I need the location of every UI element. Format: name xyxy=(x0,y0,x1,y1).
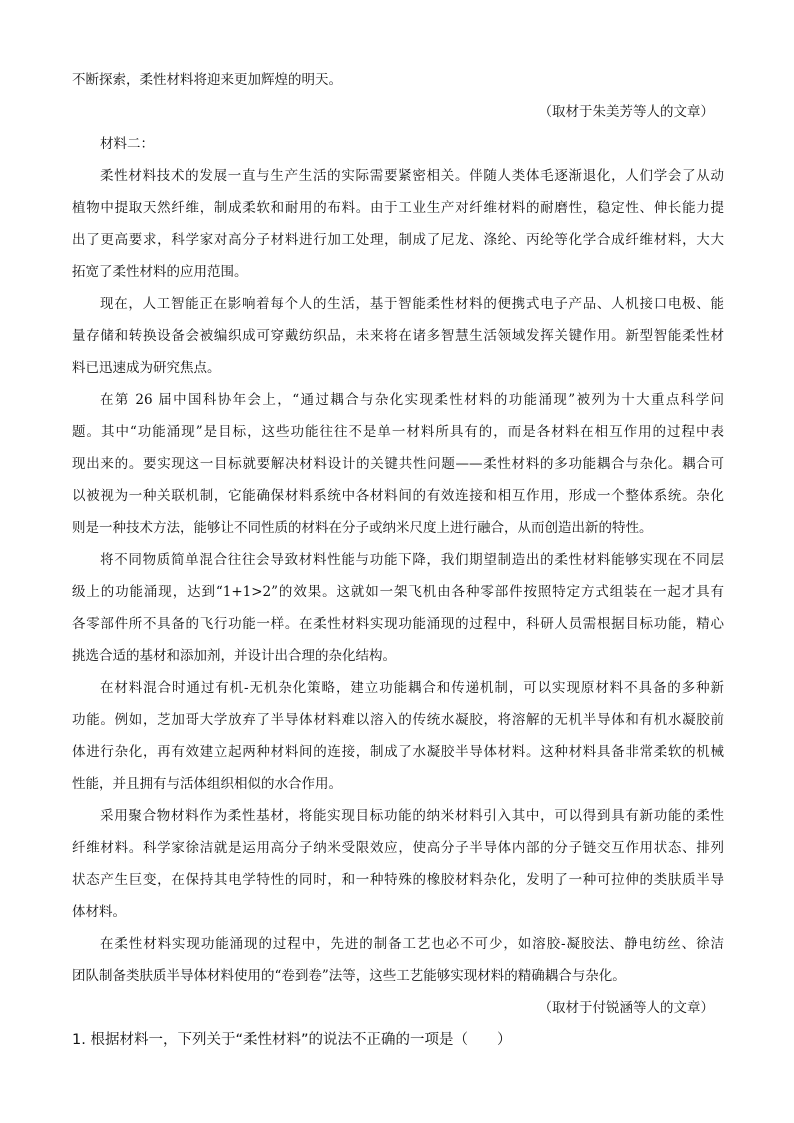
source-citation: （取材于付锐涵等人的文章） xyxy=(538,1000,714,1016)
paragraph-line: 在柔性材料实现功能涌现的过程中，先进的制备工艺也必不可少，如溶胶-凝胶法、静电纺丝、徐洁 xyxy=(100,936,724,952)
paragraph-line: 拓宽了柔性材料的应用范围。 xyxy=(72,264,248,280)
paragraph-line: 则是一种技术方法，能够让不同性质的材料在分子或纳米尺度上进行融合，从而创造出新的特性。 xyxy=(72,520,653,536)
paragraph-line: 以被视为一种关联机制，它能确保材料系统中各材料间的有效连接和相互作用，形成一个整体系统。杂化 xyxy=(72,488,724,504)
paragraph-line: 体进行杂化，再有效建立起两种材料间的连接，制成了水凝胶半导体材料。这种材料具备非常柔软的机械 xyxy=(72,744,724,760)
paragraph-line: 将不同物质简单混合往往会导致材料性能与功能下降，我们期望制造出的柔性材料能够实现在不同层 xyxy=(100,552,724,568)
paragraph-line: 在第 26 届中国科协年会上，“通过耦合与杂化实现柔性材料的功能涌现”被列为十大重点科学问 xyxy=(100,392,724,408)
paragraph-line: 题。其中“功能涌现”是目标，这些功能往往不是单一材料所具有的，而是各材料在相互作用的过程中表 xyxy=(72,424,724,440)
paragraph-line: 功能。例如，芝加哥大学放弃了半导体材料难以溶入的传统水凝胶，将溶解的无机半导体和有机水凝胶前 xyxy=(72,712,724,728)
section-heading: 材料二： xyxy=(100,136,154,152)
paragraph-line: 级上的功能涌现，达到“1+1>2”的效果。这就如一架飞机由各种零部件按照特定方式组装在一起才具有 xyxy=(72,584,724,600)
paragraph-line: 性能，并且拥有与活体组织相似的水合作用。 xyxy=(72,776,342,792)
paragraph-line: 状态产生巨变，在保持其电学特性的同时，和一种特殊的橡胶材料杂化，发明了一种可拉伸的类肤质半导 xyxy=(72,872,724,888)
paragraph-line: 团队制备类肤质半导体材料使用的“卷到卷”法等，这些工艺能够实现材料的精确耦合与杂化。 xyxy=(72,968,626,984)
paragraph-line: 量存储和转换设备会被编织成可穿戴纺织品，未来将在诸多智慧生活领域发挥关键作用。新型智能柔性材 xyxy=(72,328,724,344)
paragraph-line: 纤维材料。科学家徐洁就是运用高分子纳米受限效应，使高分子半导体内部的分子链交互作用状态、排列 xyxy=(72,840,724,856)
paragraph-line: 挑选合适的基材和添加剂，并设计出合理的杂化结构。 xyxy=(72,648,396,664)
paragraph-line: 植物中提取天然纤维，制成柔软和耐用的布料。由于工业生产对纤维材料的耐磨性，稳定性、伸长能力提 xyxy=(72,200,724,216)
paragraph-line: 各零部件所不具备的飞行功能一样。在柔性材料实现功能涌现的过程中，科研人员需根据目标功能，精心 xyxy=(72,616,724,632)
paragraph-line: 现在，人工智能正在影响着每个人的生活，基于智能柔性材料的便携式电子产品、人机接口电极、能 xyxy=(100,296,724,312)
paragraph-line: 料已迅速成为研究焦点。 xyxy=(72,360,221,376)
paragraph-line: 采用聚合物材料作为柔性基材，将能实现目标功能的纳米材料引入其中，可以得到具有新功能的柔性 xyxy=(100,808,724,824)
source-citation: （取材于朱美芳等人的文章） xyxy=(538,104,714,120)
paragraph-line: 在材料混合时通过有机-无机杂化策略，建立功能耦合和传递机制，可以实现原材料不具备的多种新 xyxy=(100,680,724,696)
paragraph-line: 现出来的。要实现这一目标就要解决材料设计的关键共性问题——柔性材料的多功能耦合与杂化。耦合可 xyxy=(72,456,724,472)
question-text: 1. 根据材料一，下列关于“柔性材料”的说法不正确的一项是（ ） xyxy=(72,1032,512,1048)
paragraph-line: 不断探索，柔性材料将迎来更加辉煌的明天。 xyxy=(72,72,342,88)
paragraph-line: 出了更高要求，科学家对高分子材料进行加工处理，制成了尼龙、涤纶、丙纶等化学合成纤维材料，大大 xyxy=(72,232,724,248)
paragraph-line: 体材料。 xyxy=(72,904,126,920)
paragraph-line: 柔性材料技术的发展一直与生产生活的实际需要紧密相关。伴随人类体毛逐渐退化，人们学会了从动 xyxy=(100,168,724,184)
